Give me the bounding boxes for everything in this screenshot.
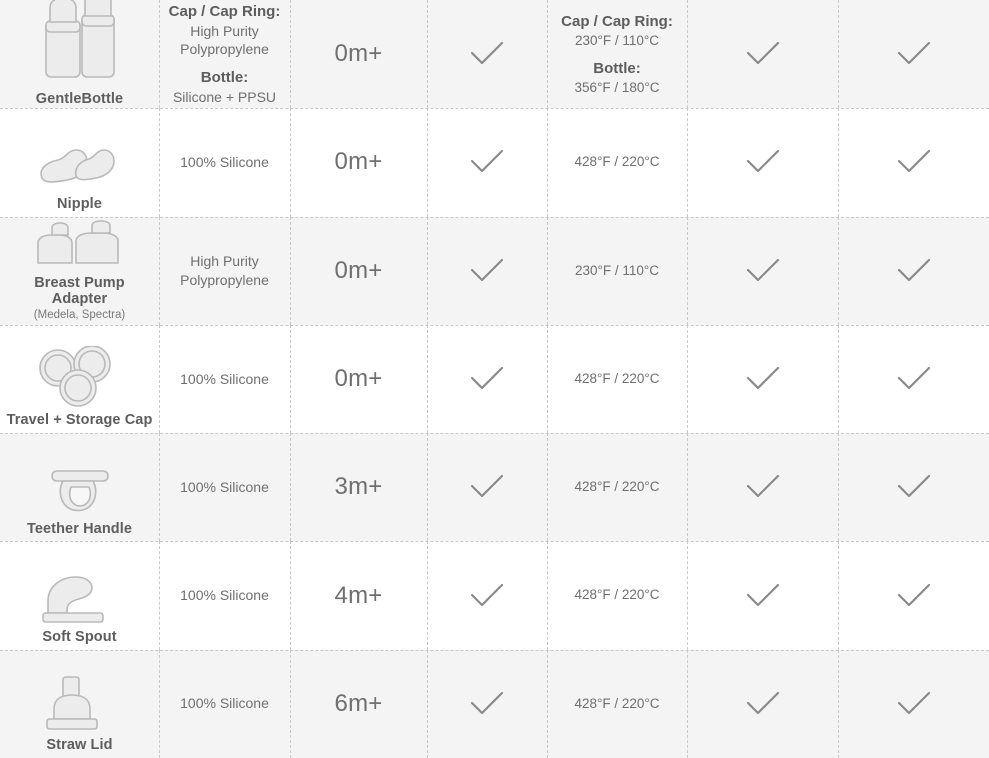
check-icon	[470, 583, 504, 609]
check-icon	[897, 149, 931, 175]
dishwasher-cell	[427, 0, 547, 108]
temperature-cell	[547, 325, 687, 433]
material-body: High Purity Polypropylene	[180, 22, 269, 58]
dishwasher-cell	[427, 650, 547, 758]
material-value: 100% Silicone	[180, 153, 269, 170]
dishwasher-cell	[427, 541, 547, 649]
freezer-cell	[838, 650, 989, 758]
material-value: 100% Silicone	[180, 478, 269, 495]
temperature-value: 428°F / 220°C	[574, 695, 660, 711]
material-block	[165, 68, 284, 106]
dishwasher-cell	[427, 108, 547, 216]
temperature-heading: Cap / Cap Ring:	[561, 13, 673, 31]
table-row	[0, 650, 989, 758]
temperature-value: 428°F / 220°C	[574, 154, 660, 170]
nipple-icon	[25, 112, 135, 192]
product-name: Travel + Storage Cap	[6, 412, 153, 429]
age-value: 0m+	[334, 40, 383, 68]
material-value: 100% Silicone	[180, 695, 269, 712]
check-icon	[470, 149, 504, 175]
table-row	[0, 541, 989, 649]
sterilizer-cell	[687, 325, 838, 433]
freezer-cell	[838, 325, 989, 433]
product-cell	[0, 217, 159, 325]
check-icon	[470, 691, 504, 717]
check-icon	[746, 258, 780, 284]
age-cell	[290, 0, 427, 108]
age-value: 6m+	[334, 689, 383, 717]
sterilizer-cell	[687, 0, 838, 108]
temperature-value: 428°F / 220°C	[574, 587, 660, 603]
material-value: High Purity Polypropylene	[180, 252, 269, 288]
check-icon	[897, 583, 931, 609]
table-row	[0, 108, 989, 216]
product-name: Nipple	[57, 195, 102, 212]
temperature-value: 428°F / 220°C	[574, 479, 660, 495]
product-cell	[0, 325, 159, 433]
freezer-cell	[838, 217, 989, 325]
product-cell	[0, 650, 159, 758]
sterilizer-cell	[687, 108, 838, 216]
age-value: 0m+	[334, 256, 383, 284]
product-cell	[0, 433, 159, 541]
check-icon	[746, 41, 780, 67]
temperature-cell	[547, 650, 687, 758]
material-value: 100% Silicone	[180, 370, 269, 387]
material-cell	[159, 541, 290, 649]
age-value: 0m+	[334, 148, 383, 176]
pump-adapter-icon	[25, 219, 135, 271]
material-body: Silicone + PPSU	[172, 88, 277, 105]
material-cell	[159, 433, 290, 541]
check-icon	[746, 474, 780, 500]
sterilizer-cell	[687, 541, 838, 649]
temperature-body: 356°F / 180°C	[574, 79, 660, 95]
dishwasher-cell	[427, 433, 547, 541]
table-row	[0, 325, 989, 433]
product-subtitle: (Medela, Spectra)	[33, 308, 126, 321]
check-icon	[746, 149, 780, 175]
age-cell	[290, 217, 427, 325]
check-icon	[897, 474, 931, 500]
product-name: Teether Handle	[26, 520, 133, 537]
freezer-cell	[838, 108, 989, 216]
age-cell	[290, 541, 427, 649]
age-cell	[290, 650, 427, 758]
temperature-value: 428°F / 220°C	[574, 370, 660, 386]
material-cell	[159, 650, 290, 758]
freezer-cell	[838, 433, 989, 541]
teether-handle-icon	[25, 437, 135, 517]
check-icon	[897, 691, 931, 717]
material-cell	[159, 217, 290, 325]
product-name: Soft Spout	[42, 629, 117, 646]
product-name: Breast Pump Adapter	[34, 274, 125, 308]
check-icon	[746, 583, 780, 609]
table-row	[0, 0, 989, 108]
temperature-block	[561, 59, 673, 96]
product-cell	[0, 0, 159, 108]
table-row	[0, 433, 989, 541]
freezer-cell	[838, 541, 989, 649]
table-row	[0, 217, 989, 325]
temperature-body: 230°F / 110°C	[574, 32, 660, 48]
temperature-value: 230°F / 110°C	[574, 262, 660, 278]
check-icon	[746, 691, 780, 717]
material-cell	[159, 325, 290, 433]
dishwasher-cell	[427, 325, 547, 433]
product-cell	[0, 108, 159, 216]
material-cell	[159, 0, 290, 108]
age-value: 3m+	[334, 473, 383, 501]
product-name: Straw Lid	[46, 737, 113, 754]
age-value: 0m+	[334, 364, 383, 392]
product-cell	[0, 541, 159, 649]
sterilizer-cell	[687, 650, 838, 758]
sterilizer-cell	[687, 217, 838, 325]
check-icon	[897, 258, 931, 284]
temperature-cell	[547, 433, 687, 541]
temperature-value	[561, 12, 673, 96]
age-cell	[290, 325, 427, 433]
temperature-heading: Bottle:	[593, 60, 641, 78]
material-value	[165, 2, 284, 106]
check-icon	[746, 366, 780, 392]
material-value: 100% Silicone	[180, 587, 269, 604]
check-icon	[470, 366, 504, 392]
check-icon	[470, 474, 504, 500]
material-heading: Cap / Cap Ring:	[168, 3, 281, 21]
material-heading: Bottle:	[200, 69, 249, 87]
age-cell	[290, 108, 427, 216]
freezer-cell	[838, 0, 989, 108]
material-block	[165, 2, 284, 58]
bottle-icon	[25, 1, 135, 87]
temperature-cell	[547, 541, 687, 649]
temperature-cell	[547, 108, 687, 216]
storage-cap-icon	[25, 329, 135, 409]
check-icon	[897, 366, 931, 392]
sterilizer-cell	[687, 433, 838, 541]
product-name: GentleBottle	[35, 90, 124, 107]
dishwasher-cell	[427, 217, 547, 325]
temperature-cell	[547, 217, 687, 325]
check-icon	[470, 258, 504, 284]
age-value: 4m+	[334, 581, 383, 609]
temperature-cell	[547, 0, 687, 108]
material-cell	[159, 108, 290, 216]
age-cell	[290, 433, 427, 541]
straw-lid-icon	[25, 654, 135, 734]
check-icon	[897, 41, 931, 67]
temperature-block	[561, 12, 673, 49]
soft-spout-icon	[25, 545, 135, 625]
check-icon	[470, 41, 504, 67]
